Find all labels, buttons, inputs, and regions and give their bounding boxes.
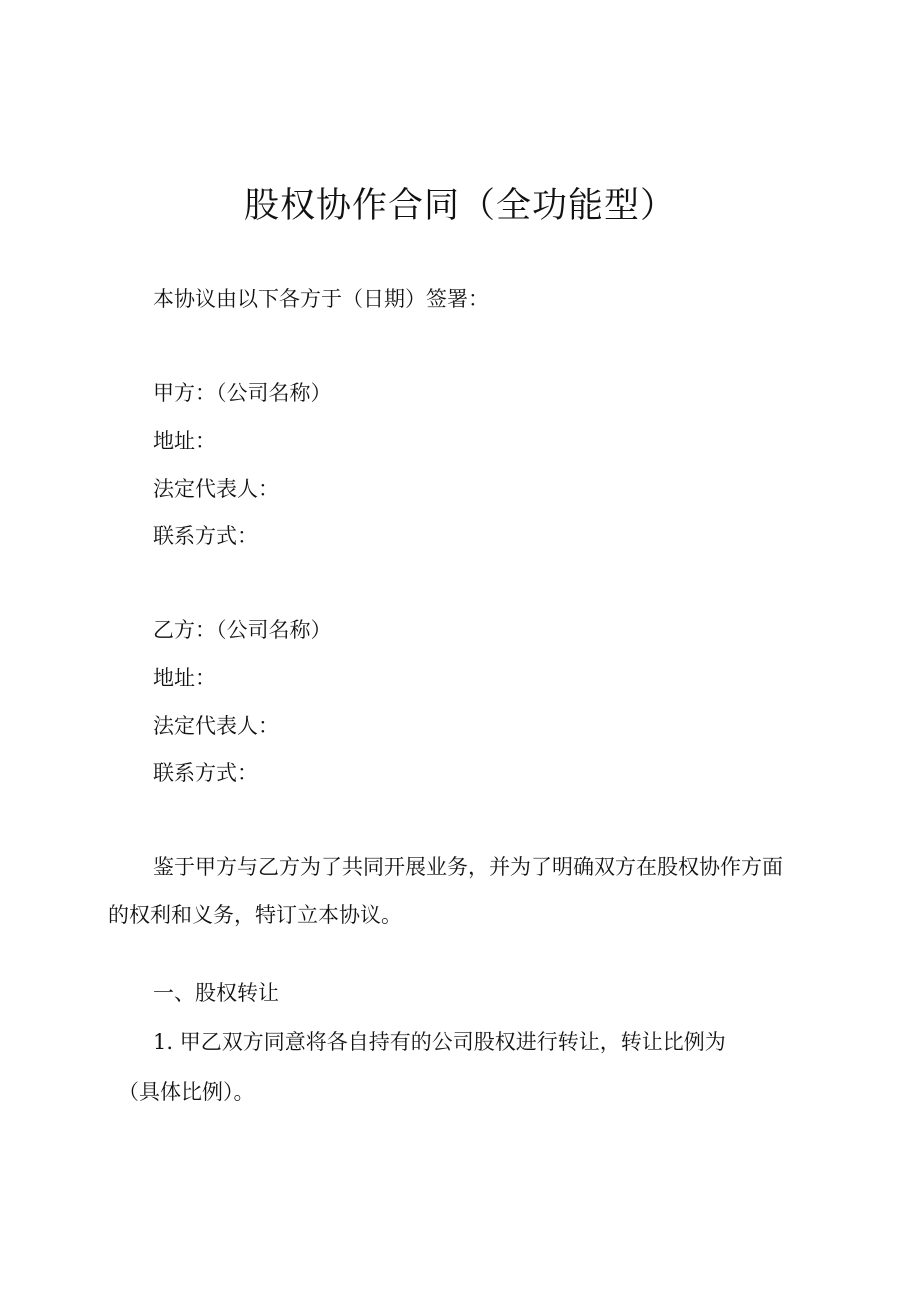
party-a-contact: 联系方式： (153, 524, 258, 548)
party-b-address: 地址： (153, 666, 216, 690)
party-b-legal-rep: 法定代表人： (153, 714, 279, 738)
recital-line-2: 的权利和义务，特订立本协议。 (108, 903, 402, 927)
party-a-name: 甲方：（公司名称） (153, 381, 332, 405)
party-a-address: 地址： (153, 429, 216, 453)
party-b-name: 乙方：（公司名称） (153, 618, 332, 642)
party-a-legal-rep: 法定代表人： (153, 477, 279, 501)
party-b-contact: 联系方式： (153, 761, 258, 785)
document-title: 股权协作合同（全功能型） (243, 186, 676, 226)
recital-line-1: 鉴于甲方与乙方为了共同开展业务，并为了明确双方在股权协作方面 (153, 855, 783, 879)
section-1-heading: 一、股权转让 (153, 981, 279, 1005)
clause-1-line-2: （具体比例）。 (118, 1080, 255, 1104)
clause-1-line-1: 1. 甲乙双方同意将各自持有的公司股权进行转让，转让比例为 (153, 1030, 726, 1054)
preamble-text: 本协议由以下各方于（日期）签署： (153, 287, 489, 311)
